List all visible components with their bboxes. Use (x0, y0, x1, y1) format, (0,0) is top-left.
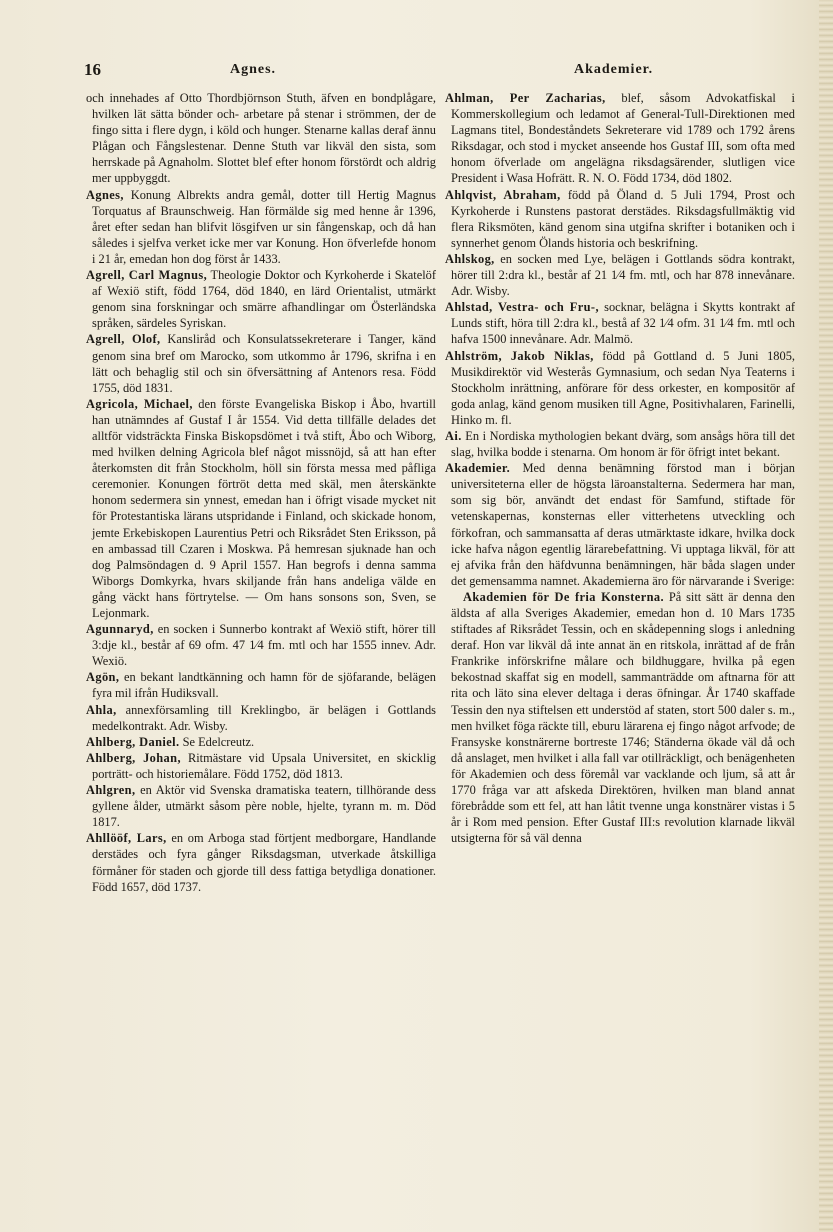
entry-ahlberg-johan (86, 750, 436, 782)
entry-text: Kansliråd och Konsulatssekreterare i Tanger, känd genom sina bref om Marocko, som utkommo år 1796, skrifna i en lätt och behaglig stil och sin öfversättning af Antenors resa. Född 1755, död 1831. (92, 332, 436, 395)
entry-text: född på Öland d. 5 Juli 1794, Prost och Kyrkoherde i Runstens pastorat derstädes. Riksdagsfullmäktig vid flera Riksmöten, känd genom sina utgifna skrifter i botaniken och i synnerhet genom Ölands historia och beskrifning. (451, 187, 795, 250)
entry-akademien-fria-konsterna (445, 589, 795, 847)
entry-text: den förste Evangeliska Biskop i Åbo, hvartill han utnämndes af Gustaf I år 1554. Vid detta tillfälle delades det alltför vidsträckta Finska Biskopsdömet i två stift, Åbo och Wiborg, med hvilken delning Agricola blef något missnöjd, så att han efter återkomsten dit från Stockholm, höll sin första messa med påfliga ceremonier. Konungen förtröt detta med skäl, men återskänkte honom sedermera sin ynnest, emedan han i öfrigt visade mycket nit för Protestantiska lärans utspridande i Finland, och skickade honom, jemte Erkebiskopen Laurentius Petri och Riksrådet Sten Eriksson, på en ambassad till Czaren i Moskwa. På hemresan sjuknade han och dog Palmsöndagen d. 9 April 1557. Han begrofs i denna samma Wiborgs Domkyrka, hvars skiljande från hans andeliga välde en gång väckt hans förtrytelse. — Om hans sonsons son, Sven, se Lejonmark. (92, 396, 437, 620)
entry-text: född på Gottland d. 5 Juni 1805, Musikdirektör vid Westerås Gymnasium, och sedan Nya Teaterns i Stockholm inrättning, anförare för dess orkester, en kompositör af goda anlag, känd genom musiken till Agne, Positivhalaren, Farinelli, Hinko m. fl. (451, 348, 795, 427)
entry-ahlberg-daniel (86, 734, 436, 750)
entry-agrell-olof (86, 331, 436, 395)
page-number: 16 (84, 60, 101, 79)
entry-ai (445, 428, 795, 460)
entry-ahllooff (86, 830, 436, 894)
right-running-head: Akademier. (574, 62, 654, 77)
left-column (86, 90, 436, 895)
right-column (445, 90, 795, 846)
entry-headword: Akademier. (445, 461, 511, 476)
entry-text: annexförsamling till Kreklingbo, är belägen i Gottlands medelkontrakt. Adr. Wisby. (92, 702, 436, 733)
entry-text: Konung Albrekts andra gemål, dotter till Hertig Magnus Torquatus af Braunschweig. Han förmälde sig med henne år 1396, året efter sedan han blifvit lösgifven ur sin fångenskap, och då han således i sjelfva verket icke mer var Konung. Hon öfverlefde honom i 21 år, emedan hon dog först år 1433. (92, 187, 436, 266)
entry-headword: Ahlskog, (445, 251, 495, 266)
entry-agunnaryd (86, 621, 436, 669)
entry-headword: Ahlberg, Daniel. (86, 734, 180, 749)
entry-ahlskog (445, 251, 795, 299)
entry-text: en bekant landtkänning och hamn för de sjöfarande, belägen fyra mil ifrån Hudiksvall. (92, 670, 436, 701)
entry-ahlqvist (445, 187, 795, 251)
entry-text: en socken i Sunnerbo kontrakt af Wexiö stift, hörer till 3:dje kl., består af 69 ofm. 47 1⁄4 fm. mtl och har 1555 innev. Adr. Wexiö. (92, 622, 436, 669)
entry-text: en om Arboga stad förtjent medborgare, Handlande derstädes och fyra gånger Riksdagsman, utverkade åtskilliga förmåner för staden och gjorde till dess fattiga betydliga donationer. Född 1657, död 1737. (92, 831, 437, 894)
entry-ahlgren (86, 782, 436, 830)
entry-headword: Ahlstad, Vestra- och Fru-, (445, 300, 599, 315)
entry-headword: Agön, (86, 670, 120, 685)
entry-text: blef, såsom Advokatfiskal i Kommerskollegium och ledamot af General-Tull-Direktionen med Lagmans titel, Bondeståndets Sekreterare vid 1789 och 1792 årens Riksdagar, och stod i mycket anseende hos Gustaf III, som ofta med honom öfverlade om angelägna riksdagsärender, slutligen vice President i Wasa Hofrätt. R. N. O. Född 1734, död 1802. (451, 91, 795, 186)
left-running-head: Agnes. (230, 62, 277, 77)
entry-agnes (86, 187, 436, 267)
entry-headword: Akademien för De fria Konsterna. (463, 589, 664, 604)
entry-text: Theologie Doktor och Kyrkoherde i Skatelöf af Wexiö stift, född 1764, död 1840, en lärd Orientalist, utmärkt genom sina forskningar och smärre afhandlingar om Österländska språken, särdeles Syriskan. (92, 268, 436, 331)
entry-ahlstad (445, 299, 795, 347)
entry-headword: Ahlgren, (86, 783, 136, 798)
entry-headword: Ahlström, Jakob Niklas, (445, 348, 594, 363)
entry-headword: Ahla, (86, 702, 117, 717)
page-edge (819, 0, 833, 1232)
entry-continuation (86, 90, 436, 187)
entry-agricola (86, 396, 436, 621)
entry-headword: Agunnaryd, (86, 622, 154, 637)
entry-agrell-carl (86, 267, 436, 331)
entry-text: Se Edelcreutz. (182, 734, 255, 749)
entry-text: en socken med Lye, belägen i Gottlands södra kontrakt, hörer till 2:dra kl., består af 21 1⁄4 fm. mtl, och har 878 innevånare. Adr. Wisby. (451, 251, 795, 299)
entry-agon (86, 669, 436, 701)
entry-headword: Ahllööf, Lars, (86, 831, 167, 846)
entry-headword: Ai. (445, 428, 462, 443)
entry-text: Med denna benämning förstod man i början universiteterna eller de högsta läroanstalterna. Sedermera har man, som sig bör, användt det endast för Samfund, stiftade för vetenskapernas, konsternas eller vitterhetens utveckling och förkofran, och sammansatta af deras utmärktaste idkare, hvilka dock icke hafva någon egentlig lärarebefattning. Vi upptaga likväl, för att ej afvika från den häfdvunna benämningen, här båda slagen under det gemensamma namnet. Akademierna äro för närvarande i Sverige: (451, 461, 795, 588)
entry-text: en Aktör vid Svenska dramatiska teatern, tillhörande dess gyllene ålder, utmärkt såsom père noble, hjelte, tyrann m. m. Död 1817. (92, 783, 436, 830)
entry-headword: Agricola, Michael, (86, 396, 193, 411)
entry-text: På sitt sätt är denna den äldsta af alla Sveriges Akademier, emedan hon d. 10 Mars 1735 stiftades af Riksrådet Tessin, och en skådepenning slogs i anledning deraf. Hon var likväl då inte annat än en ritskola, inrättad af de från Frankrike införskrifne målare och bildhuggare, hvilka på egen bekostnad skaffat sig en modell, sammanträdde om aftnarna för att rita och läto sina elever deltaga i deras öfningar. År 1740 skaffade Tessin den nya stiftelsen ett understöd af staten, stort 500 daler s. m., men hvilket föga räckte till, eburu lärarena ej fingo något arfvode; de Fransyske konstnärerne bortreste 1746; Ständerna ökade väl då och då anslaget, men hvilket i alla fall var otillräckligt, och benägenheten för Akademien och dess föremål var vacklande och ljum, så att år 1770 fråga var att afskeda Direktören, hvilken man bland annat förebrådde som ett fel, att han låtit tvenne unga konstnärer vistas i 5 år i Rom med pension. Efter Gustaf III:s revolution klarnade likväl utsigterna för så väl denna (451, 589, 795, 846)
entry-ahlstrom (445, 348, 795, 428)
page-header (84, 60, 796, 84)
entry-text: En i Nordiska mythologien bekant dvärg, som ansågs höra till det slag, hvilka bodde i stenarna. Om honom är för öfrigt intet bekant. (451, 428, 795, 460)
entry-headword: Agrell, Olof, (86, 332, 161, 347)
entry-ahlman (445, 90, 795, 187)
entry-text: socknar, belägna i Skytts kontrakt af Lunds stift, höra till 2:dra kl., bestå af 32 1⁄4 ofm. 31 1⁄4 fm. mtl och hafva 1500 innevånare. Adr. Malmö. (451, 300, 795, 347)
entry-text: och innehades af Otto Thordbjörnson Stuth, äfven en bondplågare, hvilken lät sätta bönder och- arbetare på stenar i strömmen, der de fingo sitta i flere dygn, i köld och hunger. Stenarne kallas deraf ännu Plågan och Fångslestenar. Denne Stuth var likväl den sista, som herrskade på Agnaholm. Slottet blef efter honom förstördt och aldrig mer uppbyggdt. (86, 91, 436, 186)
entry-headword: Ahlqvist, Abraham, (445, 187, 561, 202)
entry-akademier (445, 460, 795, 589)
entry-headword: Ahlman, Per Zacharias, (445, 91, 606, 105)
entry-headword: Agrell, Carl Magnus, (86, 268, 208, 283)
entry-headword: Agnes, (86, 187, 124, 202)
entry-text: Ritmästare vid Upsala Universitet, en skicklig porträtt- och historiemålare. Född 1752, död 1813. (92, 750, 436, 781)
entry-ahla (86, 702, 436, 734)
entry-headword: Ahlberg, Johan, (86, 750, 181, 765)
